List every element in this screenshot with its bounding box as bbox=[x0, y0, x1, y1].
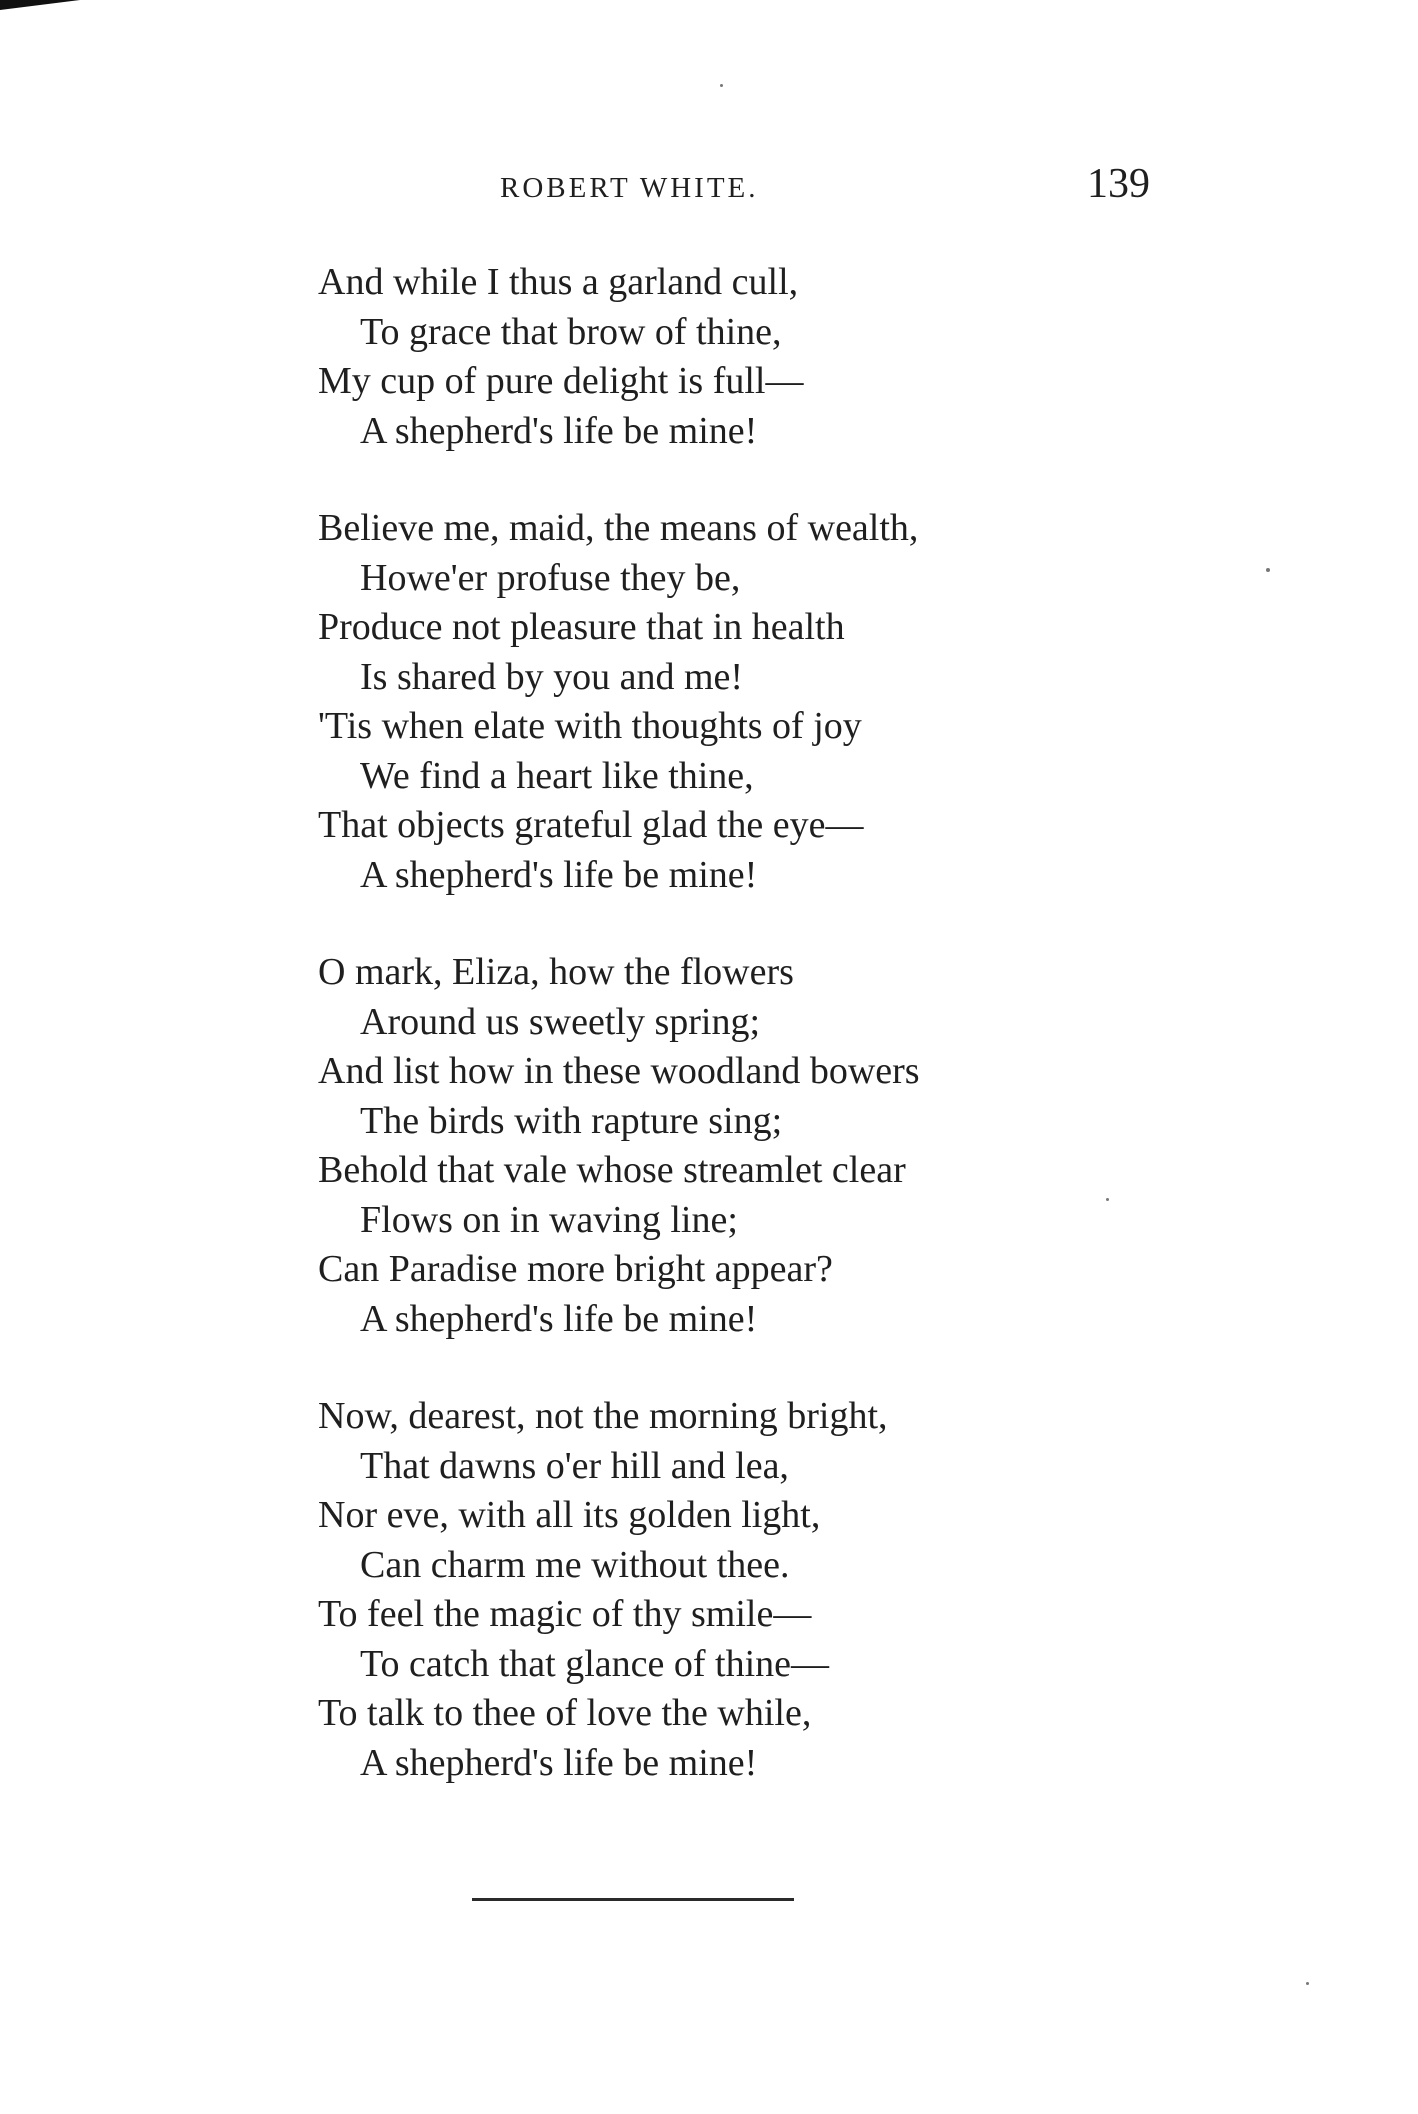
scan-corner-mark bbox=[0, 0, 80, 10]
poem-line: My cup of pure delight is full— bbox=[318, 360, 804, 402]
poem-line: The birds with rapture sing; bbox=[360, 1099, 783, 1142]
poem-body bbox=[318, 258, 1158, 1836]
poem-line: A shepherd's life be mine! bbox=[360, 1741, 758, 1784]
running-title: ROBERT WHITE. bbox=[500, 172, 759, 204]
poem-line: Can Paradise more bright appear? bbox=[318, 1248, 833, 1290]
poem-line: To catch that glance of thine— bbox=[360, 1642, 829, 1685]
stanza bbox=[318, 504, 1158, 900]
poem-line: A shepherd's life be mine! bbox=[360, 853, 758, 896]
stanza bbox=[318, 1392, 1158, 1788]
poem-line: And while I thus a garland cull, bbox=[318, 261, 799, 303]
poem-line: Believe me, maid, the means of wealth, bbox=[318, 507, 919, 549]
poem-line: Flows on in waving line; bbox=[360, 1198, 738, 1241]
poem-line: Can charm me without thee. bbox=[360, 1543, 790, 1586]
paper-speck bbox=[720, 84, 723, 87]
poem-line: 'Tis when elate with thoughts of joy bbox=[318, 705, 862, 747]
paper-speck bbox=[1266, 568, 1270, 572]
poem-line: That dawns o'er hill and lea, bbox=[360, 1444, 789, 1487]
page-number: 139 bbox=[1087, 161, 1150, 207]
poem-line: Nor eve, with all its golden light, bbox=[318, 1494, 821, 1536]
poem-line: Now, dearest, not the morning bright, bbox=[318, 1395, 888, 1437]
poem-line: That objects grateful glad the eye— bbox=[318, 804, 864, 846]
paper-speck bbox=[1106, 1198, 1109, 1201]
poem-line: To grace that brow of thine, bbox=[360, 310, 782, 353]
poem-line: To feel the magic of thy smile— bbox=[318, 1593, 812, 1635]
poem-line: To talk to thee of love the while, bbox=[318, 1692, 812, 1734]
poem-line: Around us sweetly spring; bbox=[360, 1000, 761, 1043]
poem-line: Howe'er profuse they be, bbox=[360, 556, 741, 599]
poem-line: A shepherd's life be mine! bbox=[360, 409, 758, 452]
poem-line: Behold that vale whose streamlet clear bbox=[318, 1149, 906, 1191]
poem-line: A shepherd's life be mine! bbox=[360, 1297, 758, 1340]
poem-line: O mark, Eliza, how the flowers bbox=[318, 951, 794, 993]
poem-line: Produce not pleasure that in health bbox=[318, 606, 845, 648]
paper-speck bbox=[1306, 1982, 1309, 1985]
poem-line: And list how in these woodland bowers bbox=[318, 1050, 920, 1092]
poem-line: We find a heart like thine, bbox=[360, 754, 754, 797]
stanza bbox=[318, 948, 1158, 1344]
running-head bbox=[318, 160, 1150, 210]
stanza bbox=[318, 258, 1158, 456]
end-rule bbox=[472, 1898, 794, 1901]
poem-line: Is shared by you and me! bbox=[360, 655, 744, 698]
